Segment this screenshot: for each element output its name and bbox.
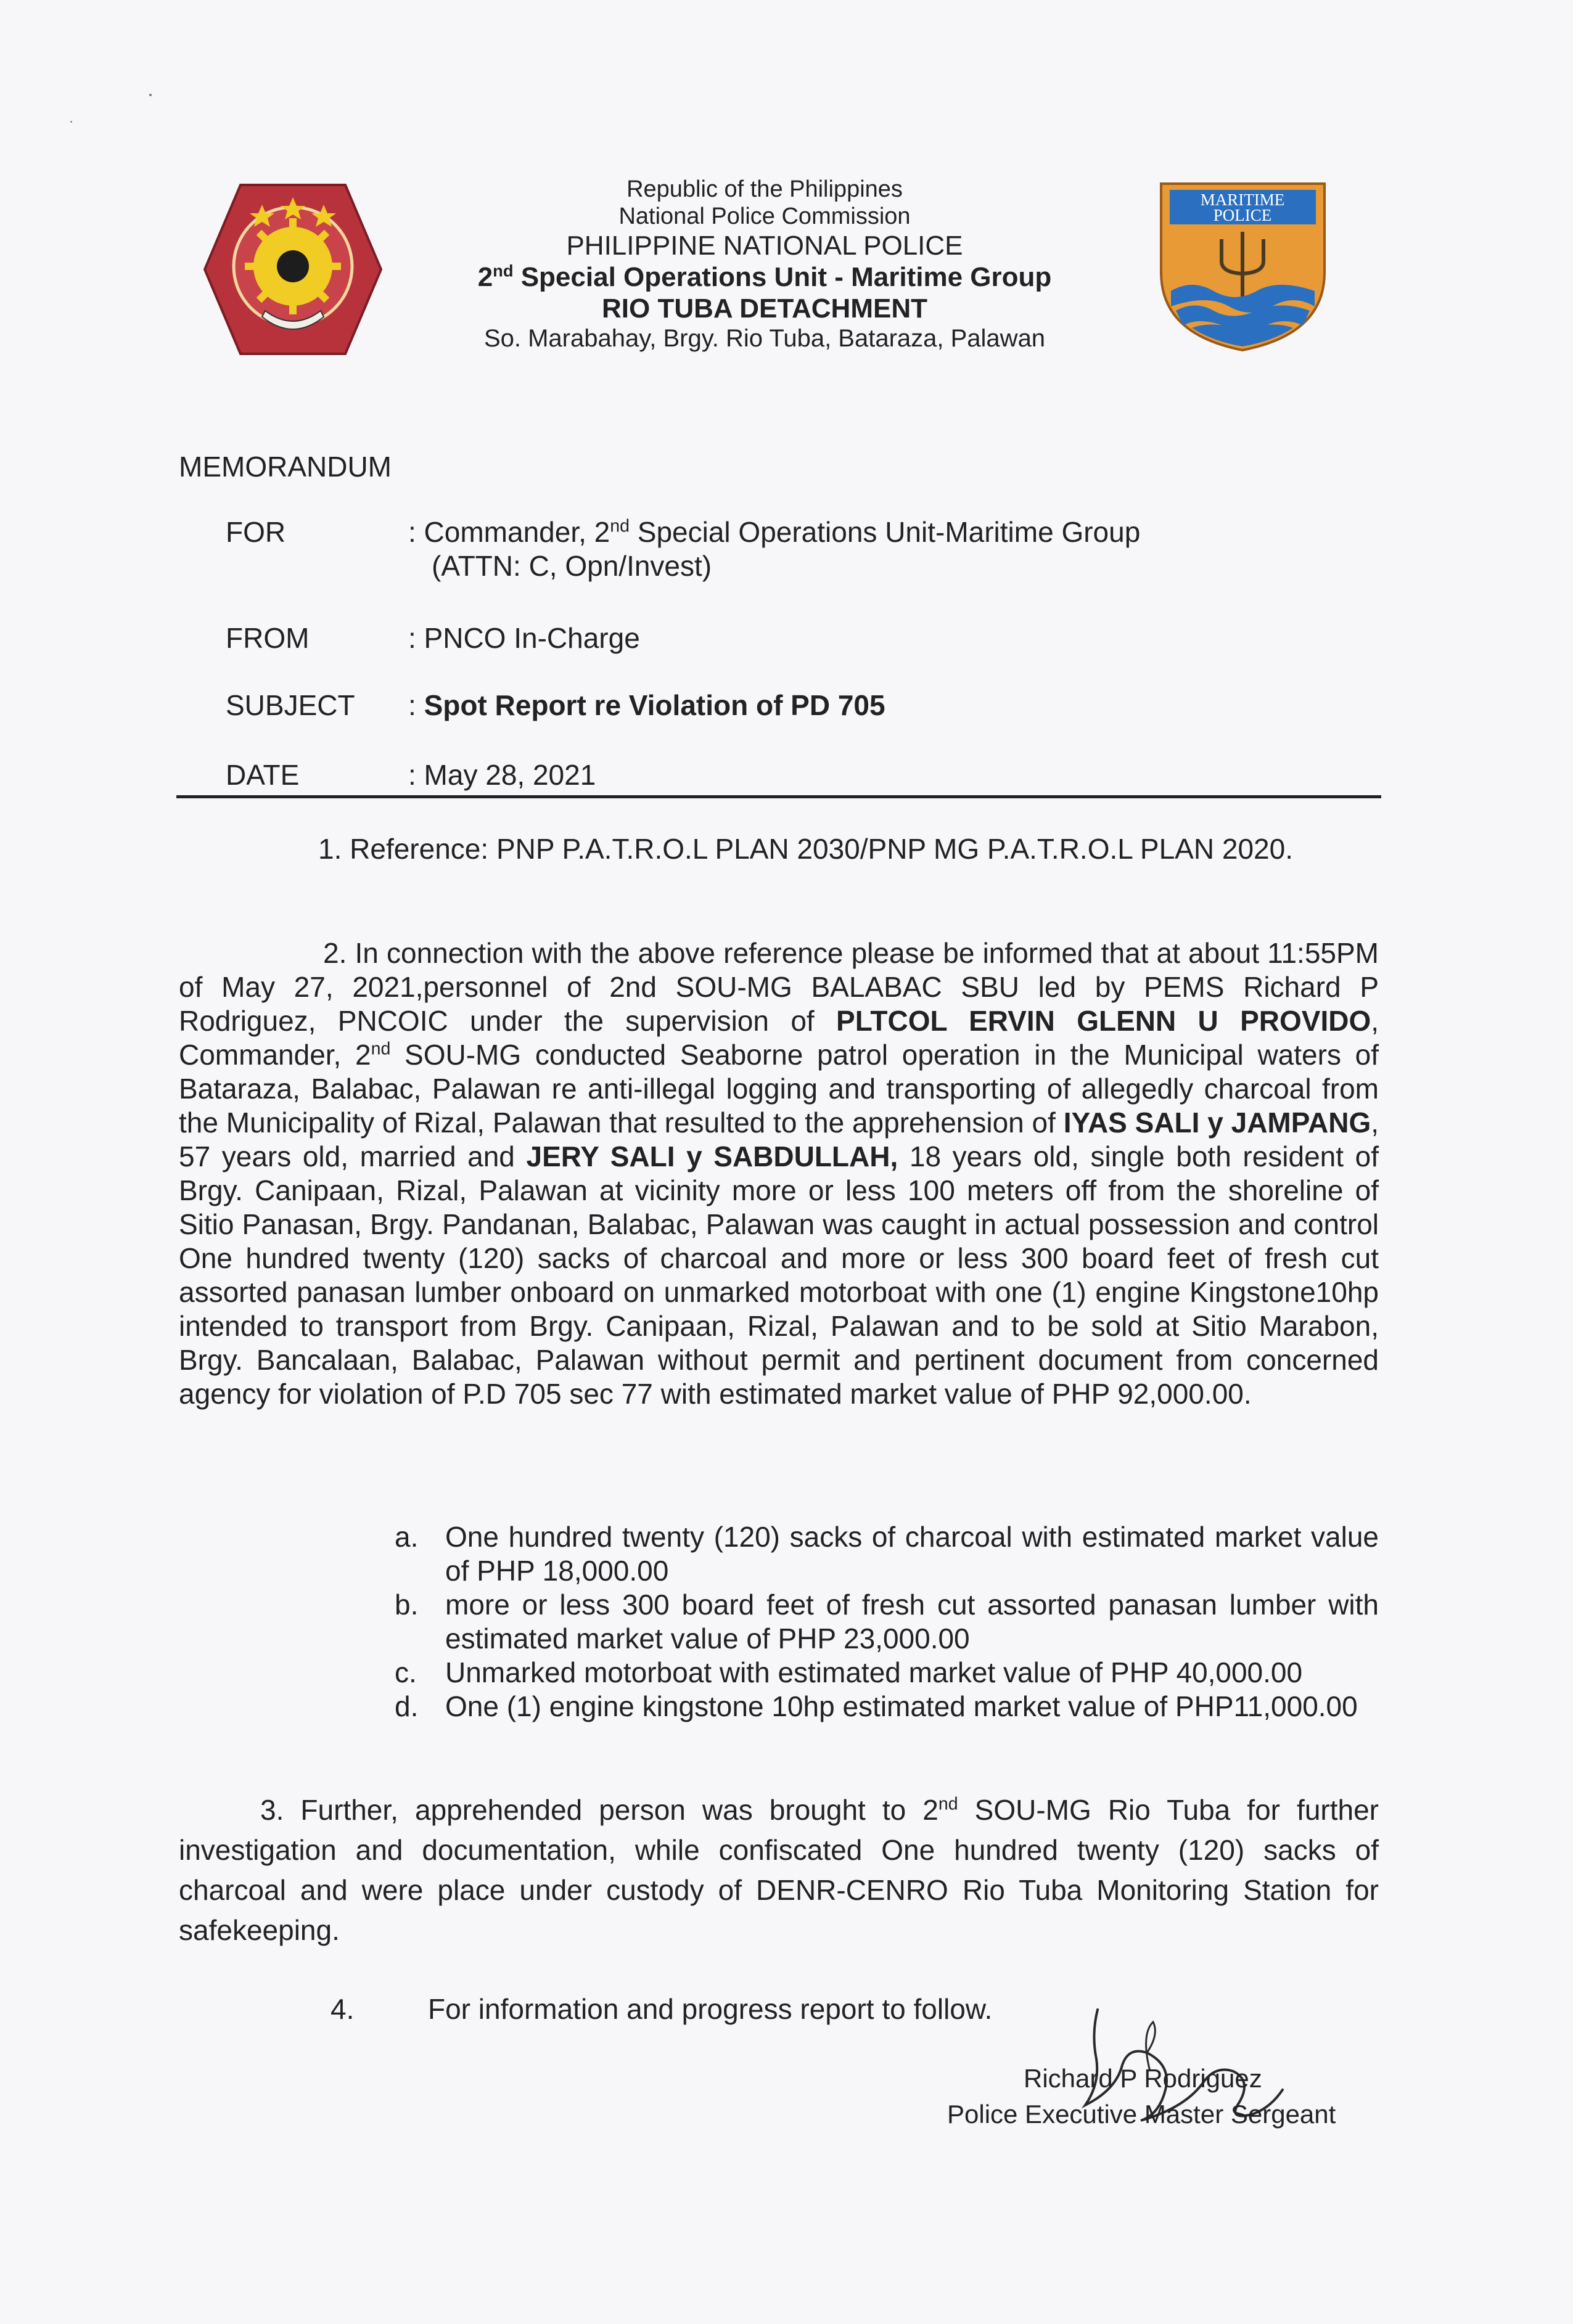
seal-text: POLICE — [1213, 206, 1272, 224]
pnp-seal-icon — [203, 180, 382, 359]
date-label: DATE — [226, 759, 300, 791]
paragraph-3: 3. Further, apprehended person was brought to 2nd SOU-MG Rio Tuba for further investigation and documentation, while confiscated One hundred twenty (120) sacks of charcoal and were place under custody of DENR-CENRO Rio Tuba Monitoring Station for safekeeping. — [179, 1794, 1379, 1946]
subject-value: : Spot Report re Violation of PD 705 — [408, 689, 885, 721]
header-rule — [176, 795, 1381, 798]
maritime-police-seal-icon — [1155, 180, 1331, 353]
signatory-title: Police Executive Master Sergeant — [947, 2100, 1336, 2129]
letterhead-address: So. Marabahay, Brgy. Rio Tuba, Bataraza, Palawan — [483, 325, 1046, 353]
for-attention: (ATTN: C, Opn/Invest) — [432, 550, 712, 583]
signatory-name: Richard P Rodriguez — [1024, 2064, 1262, 2093]
subject-label: SUBJECT — [226, 689, 355, 721]
letterhead — [395, 176, 1135, 353]
paragraph-4-number: 4. — [331, 1993, 355, 2025]
letterhead-pnp: PHILIPPINE NATIONAL POLICE — [566, 231, 963, 261]
items-list — [395, 1520, 1379, 1724]
scan-speck — [70, 121, 72, 123]
list-item: d. One (1) engine kingstone 10hp estimated market value of PHP11,000.00 — [395, 1690, 1358, 1722]
from-value: : PNCO In-Charge — [408, 622, 640, 654]
list-item: c. Unmarked motorboat with estimated market value of PHP 40,000.00 — [395, 1656, 1303, 1688]
for-value: : Commander, 2nd Special Operations Unit-Maritime Group (ATTN: C, Opn/Invest) — [408, 515, 1140, 583]
letterhead-republic: Republic of the Philippines — [626, 176, 903, 202]
paragraph-1: 1. Reference: PNP P.A.T.R.O.L PLAN 2030/PNP MG P.A.T.R.O.L PLAN 2020. — [318, 833, 1293, 865]
list-item: b. more or less 300 board feet of fresh cut assorted panasan lumber with estimated market value of PHP 23,000.00 — [395, 1589, 1379, 1655]
paragraph-2: 2. In connection with the above reference please be informed that at about 11:55PM of May 27, 2021,personnel of 2nd SOU-MG BALABAC SBU led by PEMS Richard P Rodriguez, PNCOIC under the supervision of PLTCOL ERVIN GLENN U PROVIDO, Commander, 2nd SOU-MG conducted Seaborne patrol operation in the Municipal waters of Bataraza, Balabac, Palawan re anti-illegal logging and transporting of allegedly charcoal from the Municipality of Rizal, Palawan that resulted to the apprehension of IYAS SALI y JAMPANG, 57 years old, married and JERY SALI y SABDULLAH, 18 years old, single both resident of Brgy. Canipaan, Rizal, Palawan at vicinity more or less 100 meters off from the shoreline of Sitio Panasan, Brgy. Pandanan, Balabac, Palawan was caught in actual possession and control One hundred twenty (120) sacks of charcoal and more or less 300 board feet of fresh cut assorted panasan lumber onboard on unmarked motorboat with one (1) engine Kingstone10hp intended to transport from Brgy. Canipaan, Rizal, Palawan and to be sold at Sitio Marabon, Brgy. Bancalaan, Balabac, Palawan without permit and pertinent document from concerned agency for violation of P.D 705 sec 77 with estimated market value of PHP 92,000.00. — [179, 937, 1379, 1410]
date-value: : May 28, 2021 — [408, 759, 596, 791]
from-label: FROM — [226, 622, 310, 654]
for-label: FOR — [226, 516, 286, 548]
seal-text: MARITIME — [1200, 190, 1285, 209]
scan-speck — [149, 94, 152, 96]
list-item: a. One hundred twenty (120) sacks of charcoal with estimated market value of PHP 18,000.00 — [395, 1521, 1379, 1587]
letterhead-detachment: RIO TUBA DETACHMENT — [602, 293, 927, 324]
paragraph-4-text: For information and progress report to follow. — [428, 1993, 993, 2025]
letterhead-unit: 2nd Special Operations Unit - Maritime Group — [477, 261, 1052, 293]
memo-title: MEMORANDUM — [179, 451, 392, 483]
letterhead-napolcom: National Police Commission — [618, 203, 911, 230]
